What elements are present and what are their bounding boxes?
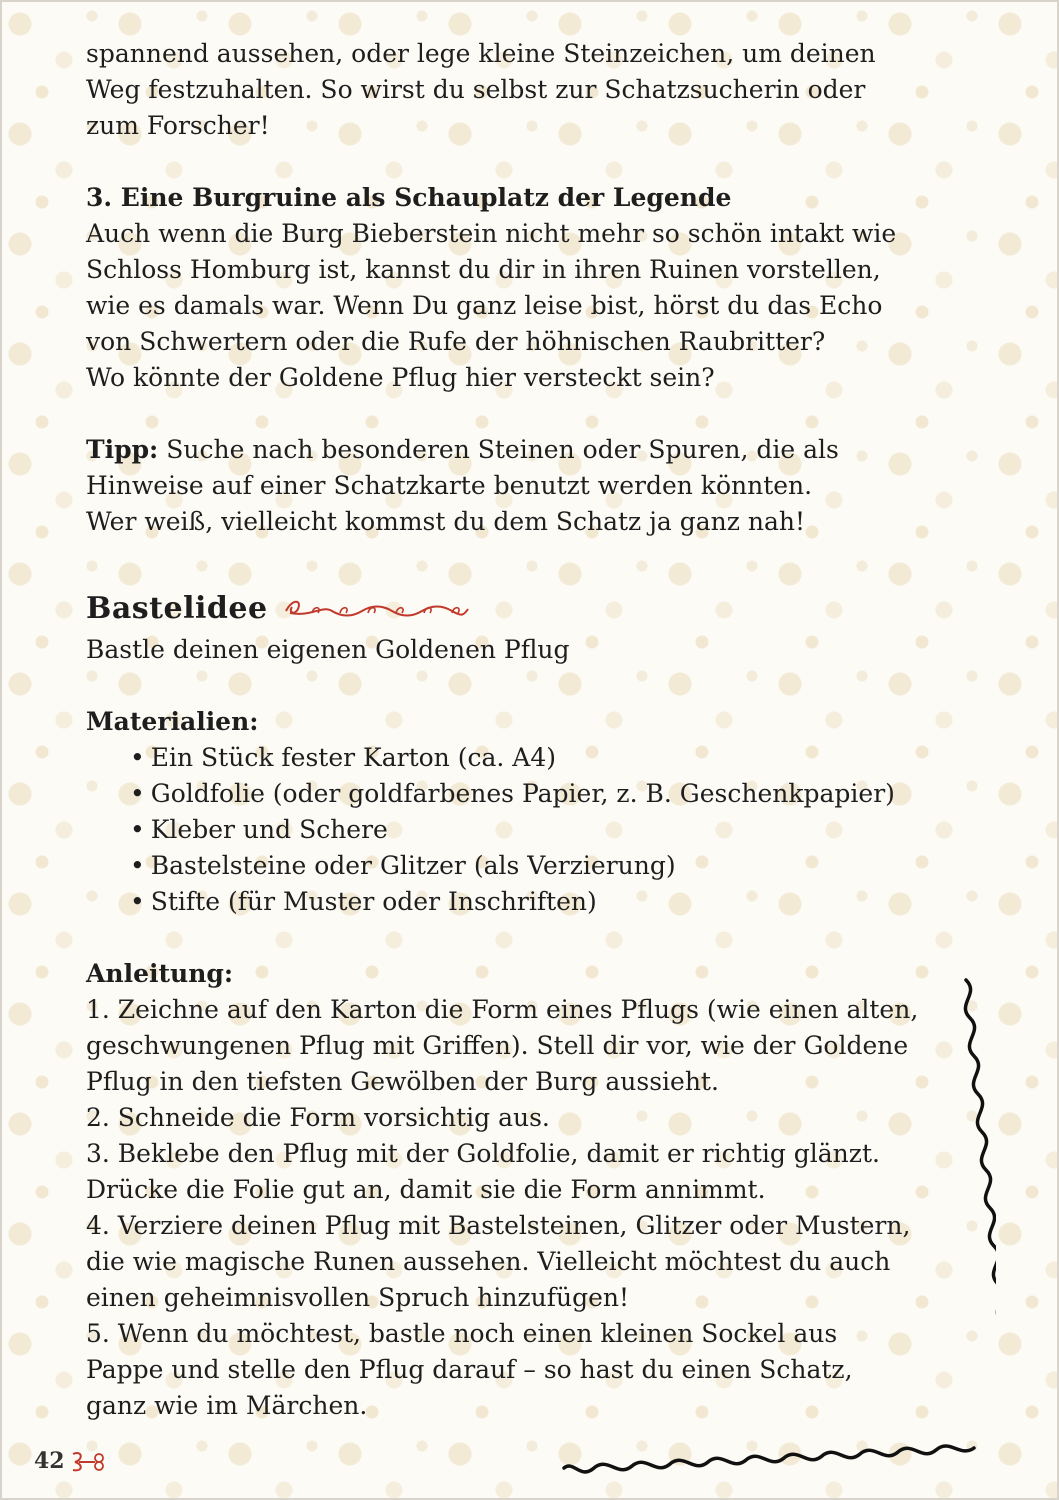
list-item: • Kleber und Schere [130, 812, 966, 848]
intro-line: zum Forscher! [86, 111, 270, 140]
intro-line: spannend aussehen, oder lege kleine Steinzeichen, um deinen [86, 39, 876, 68]
instruction-line: einen geheimnisvollen Spruch hinzufügen! [86, 1283, 630, 1312]
page-number-text: 42 [34, 1448, 65, 1474]
section-3 [86, 180, 966, 396]
instruction-line: Pappe und stelle den Pflug darauf – so hast du einen Schatz, [86, 1355, 853, 1384]
bastelidee-subtitle: Bastle deinen eigenen Goldenen Pflug [86, 635, 570, 664]
list-item: • Ein Stück fester Karton (ca. A4) [130, 740, 966, 776]
section-3-heading: 3. Eine Burgruine als Schauplatz der Legende [86, 183, 732, 212]
tipp-line: Wer weiß, vielleicht kommst du dem Schatz ja ganz nah! [86, 507, 806, 536]
bastelidee-heading [86, 584, 966, 632]
tipp-label: Tipp: [86, 435, 159, 464]
instruction-line: die wie magische Runen aussehen. Vielleicht möchtest du auch [86, 1247, 891, 1276]
instruction-line: 2. Schneide die Form vorsichtig aus. [86, 1103, 550, 1132]
instruction-line: 3. Beklebe den Pflug mit der Goldfolie, damit er richtig glänzt. [86, 1139, 880, 1168]
instruction-line: 1. Zeichne auf den Karton die Form eines Pflugs (wie einen alten, [86, 995, 919, 1024]
instructions-heading: Anleitung: [86, 959, 234, 988]
list-item: • Goldfolie (oder goldfarbenes Papier, z. B. Geschenkpapier) [130, 776, 966, 812]
intro-line: Weg festzuhalten. So wirst du selbst zur Schatzsucherin oder [86, 75, 866, 104]
instruction-line: ganz wie im Märchen. [86, 1391, 368, 1420]
instruction-line: Pflug in den tiefsten Gewölben der Burg aussieht. [86, 1067, 719, 1096]
tipp-paragraph [86, 432, 966, 540]
instruction-line: 5. Wenn du möchtest, bastle noch einen kleinen Sockel aus [86, 1319, 838, 1348]
instruction-line: geschwungenen Pflug mit Griffen). Stell dir vor, wie der Goldene [86, 1031, 909, 1060]
instructions-block [86, 956, 966, 1424]
instruction-line: Drücke die Folie gut an, damit sie die Form annimmt. [86, 1175, 766, 1204]
page-number [34, 1448, 109, 1474]
list-item: • Bastelsteine oder Glitzer (als Verzierung) [130, 848, 966, 884]
curl-ornament-icon [69, 1448, 109, 1474]
bastelidee-title: Bastelidee [86, 590, 268, 626]
materials-block [86, 704, 966, 920]
page-content [86, 36, 966, 1424]
instruction-line: 4. Verziere deinen Pflug mit Bastelsteinen, Glitzer oder Mustern, [86, 1211, 911, 1240]
section-3-line: wie es damals war. Wenn Du ganz leise bist, hörst du das Echo [86, 291, 883, 320]
tipp-first-line [86, 432, 966, 468]
materials-list [86, 740, 966, 920]
tipp-first-text: Suche nach besonderen Steinen oder Spuren, die als [158, 435, 839, 464]
section-3-line: Wo könnte der Goldene Pflug hier versteckt sein? [86, 363, 715, 392]
section-3-line: von Schwertern oder die Rufe der höhnischen Raubritter? [86, 327, 826, 356]
intro-paragraph [86, 36, 966, 144]
list-item: • Stifte (für Muster oder Inschriften) [130, 884, 966, 920]
swirl-ornament-icon [282, 597, 472, 625]
section-3-line: Auch wenn die Burg Bieberstein nicht mehr so schön intakt wie [86, 219, 897, 248]
tipp-line: Hinweise auf einer Schatzkarte benutzt werden könnten. [86, 471, 813, 500]
materials-heading: Materialien: [86, 707, 259, 736]
section-3-line: Schloss Homburg ist, kannst du dir in ihren Ruinen vorstellen, [86, 255, 881, 284]
